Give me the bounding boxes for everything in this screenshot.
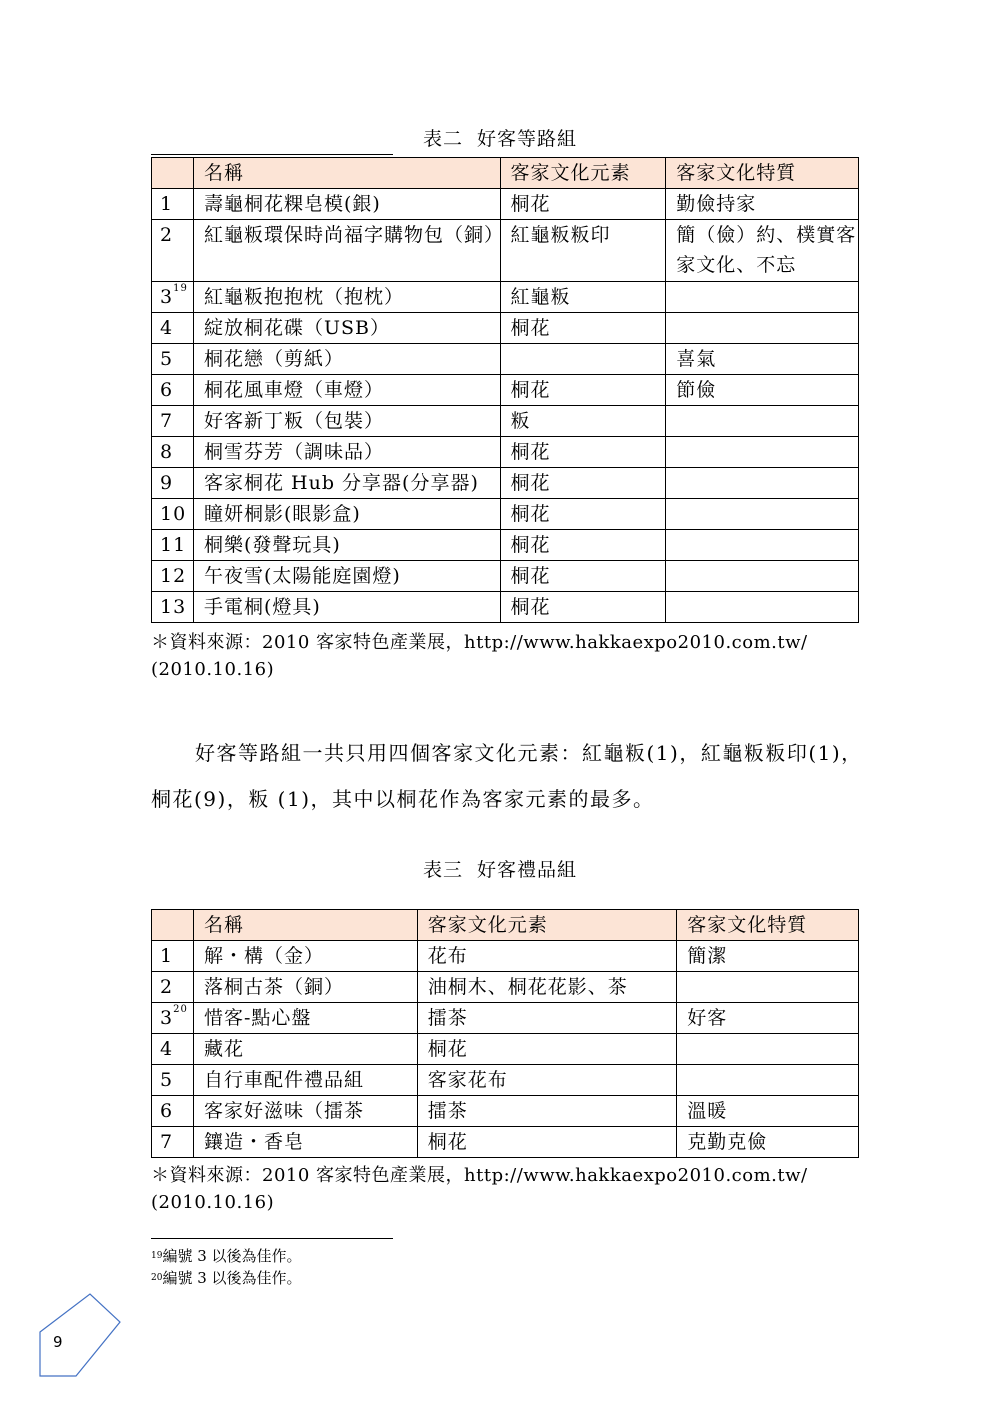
- table2-row-number: 11: [160, 534, 187, 556]
- table3-cell-element: [417, 1096, 677, 1127]
- table2-row-number: 13: [160, 596, 187, 618]
- table2-row: [152, 499, 859, 530]
- table2-cell-text: 桐花: [510, 596, 551, 618]
- table3-cell-text: 惜客-點心盤: [203, 1007, 312, 1029]
- table2-cell-trait: [666, 499, 859, 530]
- table3-cell-name: [193, 972, 417, 1003]
- footnote-19-text: 編號 3 以後為佳作。: [162, 1247, 302, 1265]
- table2-source: [151, 629, 808, 683]
- table3-row-footnote-marker: 20: [173, 1004, 188, 1015]
- table3-cell-trait: [677, 1003, 859, 1034]
- body-paragraph: [151, 730, 871, 822]
- table2-row: [152, 313, 859, 344]
- table3-source-line2: (2010.10.16): [151, 1192, 275, 1213]
- table3-header-trait: 客家文化特質: [677, 910, 859, 941]
- table2-cell-text: 紅龜粄環保時尚福字購物包（銅）: [203, 224, 504, 246]
- table2-cell-name: [193, 530, 500, 561]
- table3-cell-text: 擂茶: [427, 1100, 468, 1122]
- table3-cell-text: 克勤克儉: [687, 1131, 768, 1153]
- table3-row: [152, 1034, 859, 1065]
- table2-cell-name: [193, 437, 500, 468]
- table3-cell-name: [193, 941, 417, 972]
- paragraph-line1: 好客等路組一共只用四個客家文化元素：紅龜粄(1)，紅龜粄粄印(1)，: [195, 741, 863, 765]
- table2-cell-element: [500, 406, 666, 437]
- table2-cell-num: [152, 220, 194, 282]
- table2-row: [152, 344, 859, 375]
- table2-cell-num: [152, 282, 194, 313]
- table2-row-number: 12: [160, 565, 187, 587]
- table3-cell-trait: [677, 1127, 859, 1158]
- table3-cell-text: 自行車配件禮品組: [203, 1069, 364, 1091]
- table2-row: [152, 375, 859, 406]
- table3-cell-text: 花布: [427, 945, 468, 967]
- table2-cell-text: 簡（儉）約、樸實客 家文化、不忘: [676, 224, 877, 276]
- table3-cell-num: [152, 1127, 194, 1158]
- table2-cell-num: [152, 344, 194, 375]
- table2-cell-name: [193, 189, 500, 220]
- table2-cell-trait: [666, 561, 859, 592]
- table3-cell-text: 好客: [687, 1007, 728, 1029]
- table2-cell-num: [152, 189, 194, 220]
- table2-cell-num: [152, 375, 194, 406]
- table2-cell-trait: [666, 468, 859, 499]
- table2-row-number: 10: [160, 503, 187, 525]
- table3-caption-number: 表三: [422, 859, 463, 881]
- table2-cell-element: [500, 344, 666, 375]
- table2-row-number: 9: [160, 472, 174, 494]
- table2-cell-num: [152, 592, 194, 623]
- table2-row: [152, 189, 859, 220]
- table2-body: [152, 189, 877, 623]
- table2-top-rule: [151, 154, 393, 155]
- table2-row-number: 8: [160, 441, 174, 463]
- table2-cell-name: [193, 375, 500, 406]
- table2-cell-element: [500, 189, 666, 220]
- footnote-20-marker: 20: [151, 1273, 163, 1283]
- table2-row: [152, 437, 859, 468]
- table2-cell-name: [193, 313, 500, 344]
- table3-cell-trait: [677, 941, 859, 972]
- table2-cell-text: 綻放桐花碟（USB）: [203, 317, 390, 339]
- table2-cell-element: [500, 220, 666, 282]
- table2-header-num: [152, 158, 194, 189]
- table2-cell-element: [500, 468, 666, 499]
- table2-cell-num: [152, 468, 194, 499]
- table3-cell-element: [417, 972, 677, 1003]
- footnote-20-text: 編號 3 以後為佳作。: [162, 1269, 302, 1287]
- table3-cell-text: 擂茶: [427, 1007, 468, 1029]
- table2-cell-element: [500, 313, 666, 344]
- table3-row-number: 6: [160, 1100, 174, 1122]
- table3-header-name: 名稱: [193, 910, 417, 941]
- table2-cell-element: [500, 592, 666, 623]
- table3-cell-text: 藏花: [203, 1038, 244, 1060]
- table3-cell-name: [193, 1096, 417, 1127]
- table2-row-number: 2: [160, 224, 174, 246]
- table3-cell-element: [417, 1003, 677, 1034]
- table3-cell-num: [152, 1034, 194, 1065]
- table3-caption-title: 好客禮品組: [477, 859, 578, 881]
- table3-cell-num: [152, 972, 194, 1003]
- table2-cell-name: [193, 406, 500, 437]
- table2-cell-name: [193, 561, 500, 592]
- table3-cell-name: [193, 1127, 417, 1158]
- table3-cell-element: [417, 1127, 677, 1158]
- table3-body: [152, 941, 859, 1158]
- table3-row-number: 7: [160, 1131, 174, 1153]
- table3-row: [152, 972, 859, 1003]
- table3-cell-text: 客家好滋味（擂茶: [203, 1100, 364, 1122]
- table2-cell-text: 壽龜桐花粿皂模(銀): [203, 193, 381, 215]
- table2-cell-name: [193, 344, 500, 375]
- page-number-badge-icon: [38, 1292, 124, 1378]
- table3-row: [152, 1096, 859, 1127]
- table3-header-row: [152, 910, 859, 941]
- table2-cell-trait: [666, 189, 859, 220]
- table3-cell-text: 油桐木、桐花花影、茶: [427, 976, 628, 998]
- table3-cell-text: 簡潔: [687, 945, 728, 967]
- table2-cell-text: 桐花: [510, 379, 551, 401]
- table2-cell-text: 桐花戀（剪紙）: [203, 348, 344, 370]
- table3-row-number: 4: [160, 1038, 174, 1060]
- table2-cell-num: [152, 313, 194, 344]
- footnote-19-marker: 19: [151, 1251, 163, 1261]
- table3-caption: [0, 855, 1000, 882]
- table3-row-number: 1: [160, 945, 174, 967]
- table2-row-number: 1: [160, 193, 174, 215]
- table2-cell-num: [152, 406, 194, 437]
- table2-row-number: 4: [160, 317, 174, 339]
- table3-row-number: 5: [160, 1069, 174, 1091]
- table2-cell-name: [193, 282, 500, 313]
- table2-row: [152, 220, 859, 282]
- table2-cell-trait: [666, 313, 859, 344]
- table2-header-element: 客家文化元素: [500, 158, 666, 189]
- table3-cell-element: [417, 1065, 677, 1096]
- table2-cell-text: 桐花風車燈（車燈）: [203, 379, 384, 401]
- table2-cell-trait: [666, 592, 859, 623]
- table2-cell-element: [500, 499, 666, 530]
- table2-cell-text: 桐花: [510, 565, 551, 587]
- table2-header-trait: 客家文化特質: [666, 158, 859, 189]
- table2-source-line2: (2010.10.16): [151, 659, 275, 680]
- table2-row: [152, 468, 859, 499]
- table2-header-name: 名稱: [193, 158, 500, 189]
- table2-row-number: 7: [160, 410, 174, 432]
- table2-cell-num: [152, 561, 194, 592]
- table2-cell-text: 瞳妍桐影(眼影盒): [203, 503, 361, 525]
- table3-cell-text: 落桐古茶（銅）: [203, 976, 344, 998]
- table2-row: [152, 282, 859, 313]
- table2-header-row: [152, 158, 859, 189]
- table3-cell-text: 解・構（金）: [203, 945, 324, 967]
- table2-cell-text: 桐雪芬芳（調味品）: [203, 441, 384, 463]
- table2-cell-text: 桐花: [510, 503, 551, 525]
- table3: [151, 909, 859, 1158]
- table2-cell-text: 手電桐(燈具): [203, 596, 321, 618]
- table3-row: [152, 1127, 859, 1158]
- table2-cell-text: 桐花: [510, 534, 551, 556]
- table3-cell-text: 鑲造・香皂: [203, 1131, 304, 1153]
- table3-cell-text: 桐花: [427, 1038, 468, 1060]
- table3-row: [152, 1003, 859, 1034]
- table2-cell-name: [193, 592, 500, 623]
- table2-cell-num: [152, 499, 194, 530]
- table2-cell-trait: [666, 344, 859, 375]
- table2-caption-title: 好客等路組: [477, 128, 578, 150]
- table2-cell-text: 紅龜粄: [510, 286, 571, 308]
- table2-cell-text: 紅龜粄抱抱枕（抱枕）: [203, 286, 404, 308]
- footnote-20: [151, 1268, 302, 1288]
- table3-cell-num: [152, 1096, 194, 1127]
- table3-cell-trait: [677, 1065, 859, 1096]
- table3-row-number: 3: [160, 1007, 174, 1029]
- table2-row-number: 6: [160, 379, 174, 401]
- table3-cell-num: [152, 941, 194, 972]
- table2-row-number: 5: [160, 348, 174, 370]
- table2-cell-text: 勤儉持家: [676, 193, 757, 215]
- table2-cell-trait: [666, 375, 859, 406]
- table2-cell-text: 午夜雪(太陽能庭園燈): [203, 565, 401, 587]
- table2-cell-trait: [666, 437, 859, 468]
- table2-row: [152, 561, 859, 592]
- table3-cell-text: 客家花布: [427, 1069, 508, 1091]
- table2-cell-name: [193, 220, 504, 282]
- table2-cell-text: 喜氣: [676, 348, 717, 370]
- table2-cell-text: 桐花: [510, 317, 551, 339]
- table2-row: [152, 406, 859, 437]
- table3-cell-num: [152, 1003, 194, 1034]
- table2-caption: [0, 124, 1000, 151]
- table3-row-number: 2: [160, 976, 174, 998]
- table2-cell-num: [152, 437, 194, 468]
- table2-cell-name: [193, 468, 500, 499]
- table2-caption-number: 表二: [422, 128, 463, 150]
- table2-row-footnote-marker: 19: [173, 283, 188, 294]
- table3-source: [151, 1162, 808, 1216]
- table2-cell-text: 好客新丁粄（包裝）: [203, 410, 384, 432]
- table3-cell-name: [193, 1065, 417, 1096]
- footnote-separator: [151, 1238, 393, 1239]
- table2-cell-trait: [666, 406, 859, 437]
- table3-row: [152, 941, 859, 972]
- table3-cell-trait: [677, 972, 859, 1003]
- table3-cell-element: [417, 941, 677, 972]
- table2-cell-text: 桐花: [510, 193, 551, 215]
- table2-row: [152, 530, 859, 561]
- table2-cell-text: 桐花: [510, 441, 551, 463]
- table2-cell-name: [193, 499, 500, 530]
- table3-cell-trait: [677, 1096, 859, 1127]
- table2-row-number: 3: [160, 286, 174, 308]
- paragraph-line2: 桐花(9)，粄 (1)，其中以桐花作為客家元素的最多。: [151, 787, 655, 811]
- table2-source-line1: ＊資料來源：2010 客家特色產業展，http://www.hakkaexpo2010.com.tw/: [151, 632, 808, 653]
- table3-source-line1: ＊資料來源：2010 客家特色產業展，http://www.hakkaexpo2010.com.tw/: [151, 1165, 808, 1186]
- table3-header-num: [152, 910, 194, 941]
- table2-cell-text: 桐樂(發聲玩具): [203, 534, 341, 556]
- table2-cell-text: 紅龜粄粄印: [510, 224, 611, 246]
- table2-cell-element: [500, 437, 666, 468]
- table2-cell-element: [500, 561, 666, 592]
- table2-cell-element: [500, 530, 666, 561]
- table3-cell-name: [193, 1003, 417, 1034]
- table3-cell-text: 溫暖: [687, 1100, 728, 1122]
- table3-cell-num: [152, 1065, 194, 1096]
- table2-cell-text: 桐花: [510, 472, 551, 494]
- table2-cell-num: [152, 530, 194, 561]
- table3-row: [152, 1065, 859, 1096]
- table2-cell-text: 客家桐花 Hub 分享器(分享器): [203, 472, 479, 494]
- table2-cell-trait: [666, 220, 877, 282]
- table3-cell-element: [417, 1034, 677, 1065]
- table3-cell-name: [193, 1034, 417, 1065]
- table2-cell-element: [500, 282, 666, 313]
- table3-cell-trait: [677, 1034, 859, 1065]
- table2-row: [152, 592, 859, 623]
- table2-cell-trait: [666, 282, 859, 313]
- table2: [151, 157, 877, 623]
- table2-cell-trait: [666, 530, 859, 561]
- table2-cell-text: 粄: [510, 410, 531, 432]
- table3-cell-text: 桐花: [427, 1131, 468, 1153]
- page-number: 9: [53, 1333, 63, 1351]
- table2-cell-element: [500, 375, 666, 406]
- table3-header-element: 客家文化元素: [417, 910, 677, 941]
- footnote-19: [151, 1246, 302, 1266]
- table2-cell-text: 節儉: [676, 379, 717, 401]
